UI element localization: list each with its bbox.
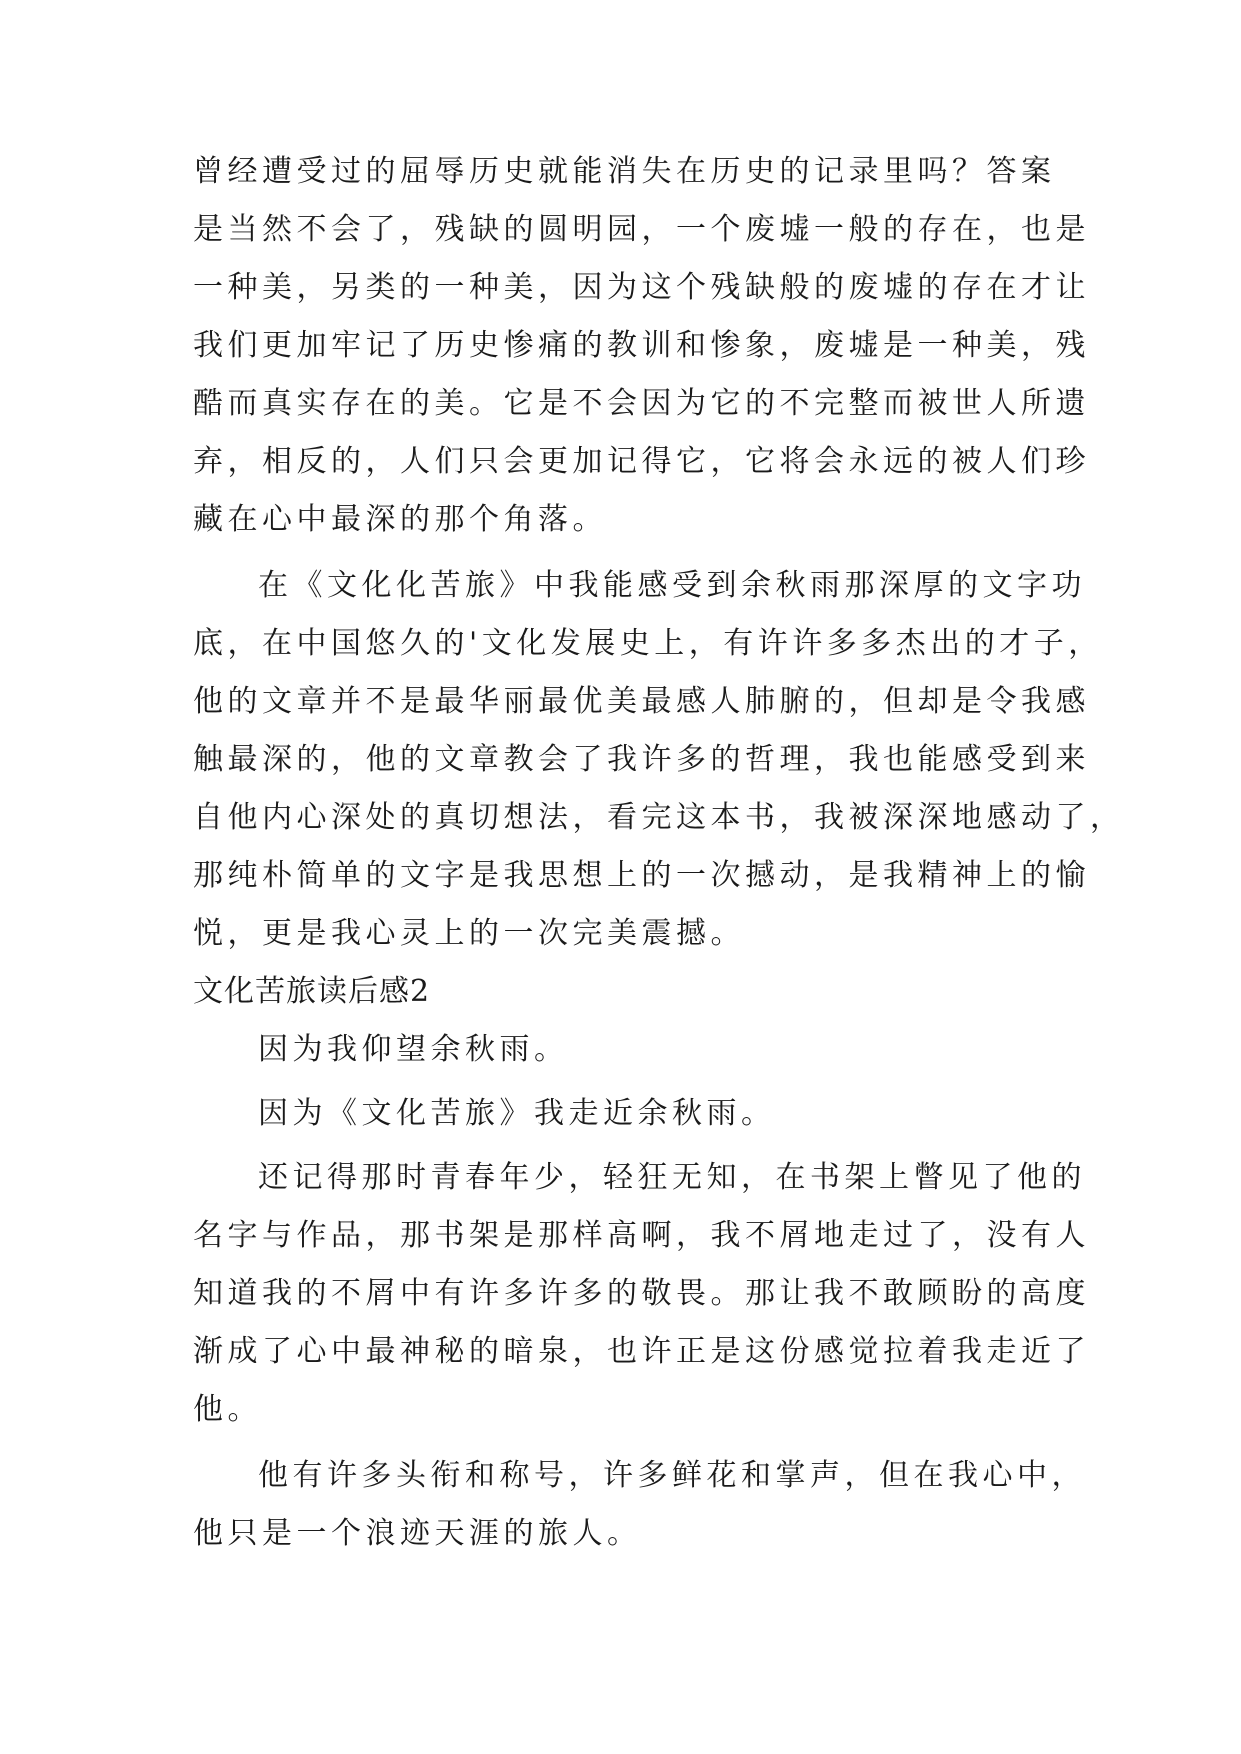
paragraph-line: 他的文章并不是最华丽最优美最感人肺腑的，但却是令我感 — [193, 684, 1090, 719]
paragraph-line: 因为我仰望余秋雨。 — [258, 1032, 569, 1067]
paragraph-line: 曾经遭受过的屈辱历史就能消失在历史的记录里吗？答案 — [193, 154, 1056, 189]
paragraph-line: 名字与作品，那书架是那样高啊，我不屑地走过了，没有人 — [193, 1218, 1090, 1253]
paragraph-line: 酷而真实存在的美。它是不会因为它的不完整而被世人所遗 — [193, 386, 1090, 421]
paragraph-line: 我们更加牢记了历史惨痛的教训和惨象，废墟是一种美，残 — [193, 328, 1090, 363]
paragraph-line: 一种美，另类的一种美，因为这个残缺般的废墟的存在才让 — [193, 270, 1090, 305]
paragraph-line: 因为《文化苦旅》我走近余秋雨。 — [258, 1096, 776, 1131]
paragraph-line: 知道我的不屑中有许多许多的敬畏。那让我不敢顾盼的高度 — [193, 1276, 1090, 1311]
paragraph-line: 自他内心深处的真切想法，看完这本书，我被深深地感动了， — [193, 800, 1125, 835]
paragraph-line: 是当然不会了，残缺的圆明园，一个废墟一般的存在，也是 — [193, 212, 1090, 247]
section-heading: 文化苦旅读后感2 — [193, 974, 431, 1009]
paragraph-line: 他有许多头衔和称号，许多鲜花和掌声，但在我心中， — [258, 1458, 1086, 1493]
paragraph-line: 还记得那时青春年少，轻狂无知，在书架上瞥见了他的 — [258, 1160, 1086, 1195]
paragraph-line: 渐成了心中最神秘的暗泉，也许正是这份感觉拉着我走近了 — [193, 1334, 1090, 1369]
paragraph-line: 他。 — [193, 1392, 262, 1427]
paragraph-line: 在《文化化苦旅》中我能感受到余秋雨那深厚的文字功 — [258, 568, 1086, 603]
paragraph-line: 藏在心中最深的那个角落。 — [193, 502, 607, 537]
paragraph-line: 弃，相反的，人们只会更加记得它，它将会永远的被人们珍 — [193, 444, 1090, 479]
paragraph-line: 那纯朴简单的文字是我思想上的一次撼动，是我精神上的愉 — [193, 858, 1090, 893]
paragraph-line: 他只是一个浪迹天涯的旅人。 — [193, 1516, 642, 1551]
paragraph-line: 悦，更是我心灵上的一次完美震撼。 — [193, 916, 745, 951]
paragraph-line: 底，在中国悠久的'文化发展史上，有许许多多杰出的才子， — [193, 626, 1103, 661]
paragraph-line: 触最深的，他的文章教会了我许多的哲理，我也能感受到来 — [193, 742, 1090, 777]
